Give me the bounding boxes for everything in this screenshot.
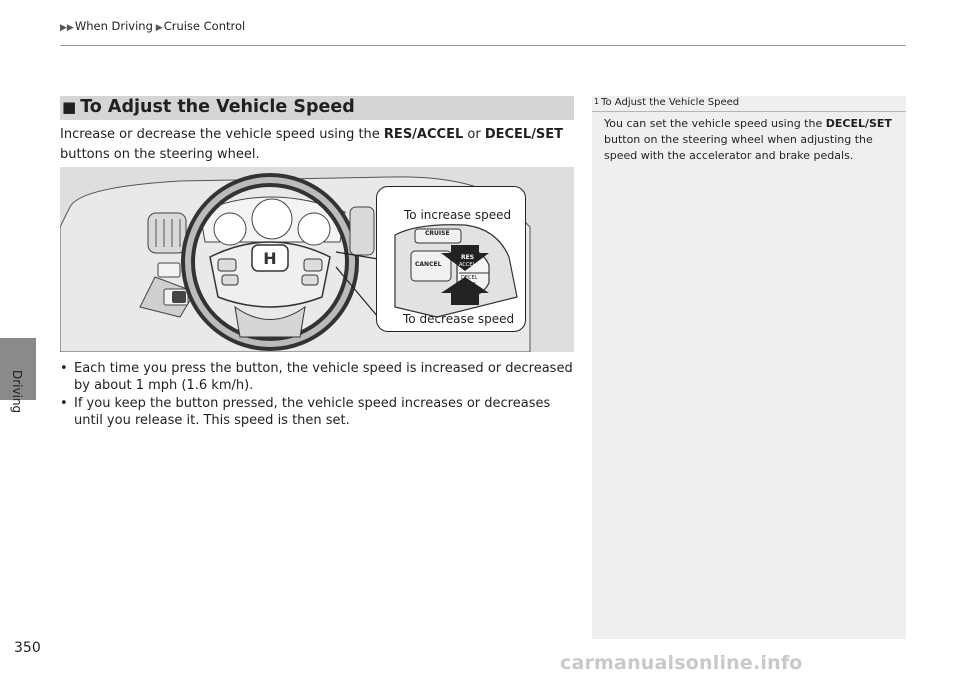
set-button-label: SET	[463, 282, 476, 289]
sidebar-note-panel	[592, 96, 906, 639]
intro-text-end: buttons on the steering wheel.	[60, 147, 260, 162]
bullet-icon: •	[60, 396, 68, 411]
breadcrumb-item-cruise-control[interactable]: Cruise Control	[163, 19, 246, 33]
cruise-button-label: CRUISE	[425, 230, 450, 237]
section-square-icon: ■	[62, 98, 77, 116]
list-item	[60, 360, 576, 394]
sidebar-heading-rule	[592, 111, 906, 112]
watermark: carmanualsonline.info	[560, 652, 803, 674]
sidebar-text: You can set the vehicle speed using the	[604, 117, 826, 130]
bullet-text: Each time you press the button, the vehicle speed is increased or decreased by about 1 mph (1.6 km/h).	[74, 361, 573, 393]
sidebar-title	[594, 97, 739, 108]
accel-button-label: ACCEL	[459, 262, 476, 268]
decel-set-label: DECEL/SET	[484, 127, 564, 142]
res-button-label: RES	[461, 254, 475, 261]
intro-text: Increase or decrease the vehicle speed using the	[60, 127, 384, 142]
tachometer-icon	[214, 213, 246, 245]
increase-speed-label: To increase speed	[404, 208, 512, 222]
chapter-label: Driving	[10, 370, 24, 414]
fuel-gauge-icon	[298, 213, 330, 245]
speedometer-icon	[252, 199, 292, 239]
res-accel-label: RES/ACCEL	[383, 127, 464, 142]
breadcrumb-arrow-icon: ▶▶	[60, 23, 74, 33]
sidebar-decel-set: DECEL/SET	[825, 117, 892, 130]
breadcrumb-arrow-icon: ▶	[152, 23, 163, 33]
sidebar-title-text: To Adjust the Vehicle Speed	[601, 97, 740, 108]
cancel-button-label: CANCEL	[415, 261, 442, 268]
breadcrumb-item-when-driving[interactable]: When Driving	[74, 19, 153, 33]
header-rule	[60, 45, 906, 46]
page-number: 350	[14, 640, 41, 656]
bullet-list	[60, 360, 576, 430]
svg-text:H: H	[263, 249, 277, 268]
bullet-text: If you keep the button pressed, the vehicle speed increases or decreases until you release it. This speed is then set.	[74, 396, 551, 428]
bullet-icon: •	[60, 361, 68, 376]
breadcrumb	[60, 19, 245, 33]
sidebar-ref-number: 1	[594, 97, 600, 106]
list-item	[60, 395, 576, 429]
sidebar-text-end: button on the steering wheel when adjusting the speed with the accelerator and brake pedals.	[604, 133, 873, 162]
decel-button-label: DECEL	[461, 275, 478, 281]
decrease-speed-label: To decrease speed	[403, 312, 515, 326]
intro-paragraph	[60, 125, 576, 165]
section-title-text: To Adjust the Vehicle Speed	[80, 97, 355, 117]
intro-or: or	[463, 127, 485, 142]
sidebar-body	[604, 116, 894, 164]
section-title	[62, 97, 355, 117]
